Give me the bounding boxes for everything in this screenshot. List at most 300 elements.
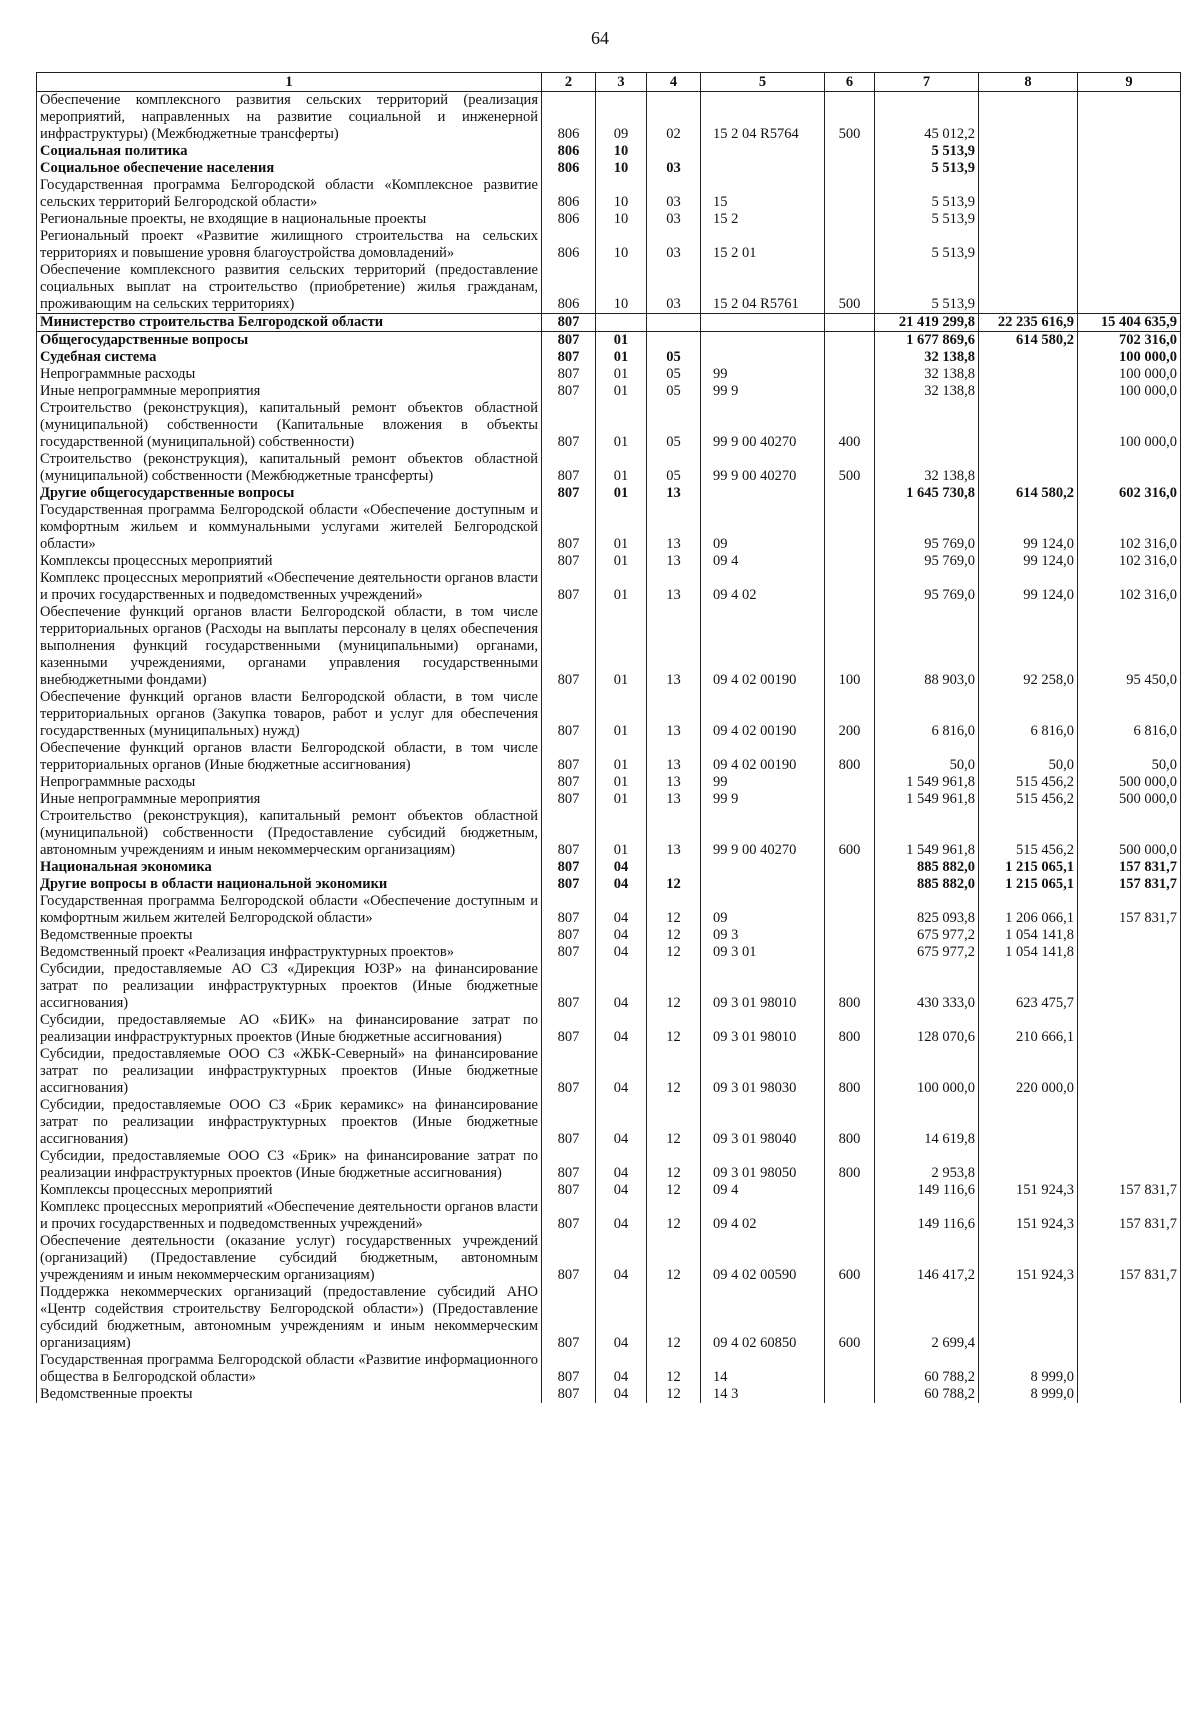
row-col-9: 500 000,0: [1078, 808, 1181, 859]
table-row: [37, 570, 1181, 604]
row-col-2: 806: [542, 228, 596, 262]
row-col-6: 800: [825, 740, 875, 774]
row-col-3: 10: [596, 262, 647, 314]
budget-table: [36, 72, 1181, 1403]
row-col-3: 10: [596, 160, 647, 177]
row-col-5: 09 4 02 60850: [701, 1284, 825, 1352]
column-header: 2: [542, 73, 596, 92]
row-description: Иные непрограммные мероприятия: [37, 383, 542, 400]
row-col-5: [701, 485, 825, 502]
row-col-4: 05: [647, 349, 701, 366]
table-row: [37, 1097, 1181, 1148]
row-col-9: 157 831,7: [1078, 1233, 1181, 1284]
row-col-7: 430 333,0: [875, 961, 979, 1012]
row-col-2: 807: [542, 400, 596, 451]
row-col-5: 15 2 01: [701, 228, 825, 262]
row-description: Субсидии, предоставляемые АО СЗ «Дирекция ЮЗР» на финансирование затрат по реализации инфраструктурных проектов (Иные бюджетные ассигнования): [37, 961, 542, 1012]
row-col-3: 04: [596, 944, 647, 961]
row-col-2: 806: [542, 211, 596, 228]
row-col-2: 807: [542, 808, 596, 859]
table-row: [37, 314, 1181, 332]
row-col-8: 1 054 141,8: [979, 927, 1078, 944]
row-col-8: 220 000,0: [979, 1046, 1078, 1097]
table-row: [37, 1352, 1181, 1386]
page-number: 64: [591, 28, 609, 48]
row-col-7: 14 619,8: [875, 1097, 979, 1148]
row-col-7: 5 513,9: [875, 143, 979, 160]
row-col-8: [979, 349, 1078, 366]
row-col-9: [1078, 1284, 1181, 1352]
table-row: [37, 160, 1181, 177]
row-col-9: 102 316,0: [1078, 553, 1181, 570]
row-col-3: 01: [596, 332, 647, 350]
row-col-2: 807: [542, 740, 596, 774]
row-col-6: [825, 774, 875, 791]
row-description: Комплексы процессных мероприятий: [37, 1182, 542, 1199]
row-col-9: 15 404 635,9: [1078, 314, 1181, 332]
row-col-6: [825, 177, 875, 211]
row-col-4: 12: [647, 1284, 701, 1352]
row-col-5: 09 3 01 98010: [701, 961, 825, 1012]
row-col-4: 05: [647, 400, 701, 451]
table-row: [37, 774, 1181, 791]
row-col-7: 5 513,9: [875, 262, 979, 314]
row-col-7: 32 138,8: [875, 383, 979, 400]
row-col-9: 500 000,0: [1078, 791, 1181, 808]
row-col-2: 807: [542, 1284, 596, 1352]
row-col-8: 210 666,1: [979, 1012, 1078, 1046]
table-row: [37, 1182, 1181, 1199]
row-col-8: [979, 1097, 1078, 1148]
row-col-9: [1078, 143, 1181, 160]
row-description: Обеспечение деятельности (оказание услуг) государственных учреждений (организаций) (Предоставление субсидий бюджетным, автономным учреждениям и иным некоммерческим организациям): [37, 1233, 542, 1284]
table-row: [37, 791, 1181, 808]
row-col-8: [979, 177, 1078, 211]
row-col-2: 807: [542, 961, 596, 1012]
row-col-9: [1078, 1012, 1181, 1046]
table-row: [37, 349, 1181, 366]
row-description: Региональные проекты, не входящие в национальные проекты: [37, 211, 542, 228]
row-col-4: 12: [647, 1097, 701, 1148]
row-col-7: 5 513,9: [875, 228, 979, 262]
row-col-2: 807: [542, 859, 596, 876]
row-col-7: 1 645 730,8: [875, 485, 979, 502]
row-col-2: 806: [542, 92, 596, 144]
column-header: 5: [701, 73, 825, 92]
row-col-2: 807: [542, 927, 596, 944]
row-col-5: 15 2 04 R5764: [701, 92, 825, 144]
row-col-6: 100: [825, 604, 875, 689]
row-col-3: 01: [596, 485, 647, 502]
row-col-5: 09 4 02: [701, 1199, 825, 1233]
row-description: Национальная экономика: [37, 859, 542, 876]
row-col-5: 09 4 02 00190: [701, 740, 825, 774]
row-col-8: 1 054 141,8: [979, 944, 1078, 961]
row-col-6: [825, 876, 875, 893]
table-row: [37, 944, 1181, 961]
row-description: Социальная политика: [37, 143, 542, 160]
row-col-2: 807: [542, 314, 596, 332]
row-col-8: 50,0: [979, 740, 1078, 774]
row-col-7: 50,0: [875, 740, 979, 774]
row-col-7: 146 417,2: [875, 1233, 979, 1284]
row-col-3: 04: [596, 1182, 647, 1199]
row-description: Государственная программа Белгородской области «Обеспечение доступным и комфортным жильем и коммунальными услугами жителей Белгородской области»: [37, 502, 542, 553]
row-col-4: 13: [647, 604, 701, 689]
row-col-5: [701, 314, 825, 332]
row-col-9: 157 831,7: [1078, 859, 1181, 876]
row-col-3: 01: [596, 366, 647, 383]
row-col-7: 32 138,8: [875, 349, 979, 366]
row-col-7: 60 788,2: [875, 1386, 979, 1403]
table-row: [37, 366, 1181, 383]
row-col-7: 32 138,8: [875, 451, 979, 485]
row-col-3: 04: [596, 1352, 647, 1386]
row-col-7: 6 816,0: [875, 689, 979, 740]
table-row: [37, 92, 1181, 144]
row-col-3: 09: [596, 92, 647, 144]
table-row: [37, 502, 1181, 553]
row-col-8: [979, 228, 1078, 262]
row-col-5: 14: [701, 1352, 825, 1386]
row-col-6: [825, 859, 875, 876]
row-col-2: 807: [542, 1233, 596, 1284]
table-row: [37, 1199, 1181, 1233]
row-description: Субсидии, предоставляемые ООО СЗ «Брик» на финансирование затрат по реализации инфраструктурных проектов (Иные бюджетные ассигнования): [37, 1148, 542, 1182]
row-description: Обеспечение функций органов власти Белгородской области, в том числе территориальных органов (Иные бюджетные ассигнования): [37, 740, 542, 774]
row-col-7: 675 977,2: [875, 944, 979, 961]
row-col-8: 22 235 616,9: [979, 314, 1078, 332]
row-description: Судебная система: [37, 349, 542, 366]
row-col-3: 04: [596, 1012, 647, 1046]
row-col-7: 5 513,9: [875, 160, 979, 177]
table-row: [37, 143, 1181, 160]
row-col-9: [1078, 160, 1181, 177]
row-col-6: 800: [825, 961, 875, 1012]
row-col-3: 01: [596, 383, 647, 400]
row-col-5: [701, 143, 825, 160]
row-col-9: [1078, 1386, 1181, 1403]
row-col-9: [1078, 927, 1181, 944]
row-col-5: 09 3 01 98010: [701, 1012, 825, 1046]
column-header: 9: [1078, 73, 1181, 92]
row-col-4: 12: [647, 1046, 701, 1097]
row-description: Иные непрограммные мероприятия: [37, 791, 542, 808]
row-col-9: [1078, 228, 1181, 262]
table-row: [37, 451, 1181, 485]
row-col-4: 13: [647, 740, 701, 774]
row-col-9: 602 316,0: [1078, 485, 1181, 502]
row-col-9: [1078, 1352, 1181, 1386]
row-col-9: [1078, 211, 1181, 228]
row-col-6: 800: [825, 1148, 875, 1182]
row-col-2: 807: [542, 1199, 596, 1233]
row-col-5: 99: [701, 366, 825, 383]
row-col-3: 01: [596, 808, 647, 859]
row-col-3: 04: [596, 1046, 647, 1097]
row-col-5: 09 3 01 98050: [701, 1148, 825, 1182]
row-col-5: 09 3 01: [701, 944, 825, 961]
row-description: Обеспечение комплексного развития сельских территорий (предоставление социальных выплат на строительство (приобретение) жилья гражданам, проживающим на сельских территориях): [37, 262, 542, 314]
table-row: [37, 927, 1181, 944]
row-col-5: 15 2: [701, 211, 825, 228]
row-col-2: 807: [542, 774, 596, 791]
row-col-6: 200: [825, 689, 875, 740]
row-col-8: 1 215 065,1: [979, 876, 1078, 893]
row-col-6: [825, 383, 875, 400]
row-col-6: 800: [825, 1097, 875, 1148]
row-col-8: 1 206 066,1: [979, 893, 1078, 927]
row-col-5: 15: [701, 177, 825, 211]
row-description: Комплексы процессных мероприятий: [37, 553, 542, 570]
row-col-8: 1 215 065,1: [979, 859, 1078, 876]
row-col-6: [825, 143, 875, 160]
row-col-9: 100 000,0: [1078, 383, 1181, 400]
row-col-9: 500 000,0: [1078, 774, 1181, 791]
row-col-4: 12: [647, 1386, 701, 1403]
row-col-9: [1078, 1097, 1181, 1148]
row-col-6: [825, 791, 875, 808]
row-description: Ведомственные проекты: [37, 927, 542, 944]
row-col-3: 01: [596, 740, 647, 774]
row-col-8: 99 124,0: [979, 553, 1078, 570]
row-col-8: [979, 262, 1078, 314]
row-col-5: [701, 349, 825, 366]
row-col-6: [825, 314, 875, 332]
row-col-5: 09 4 02 00190: [701, 604, 825, 689]
row-col-2: 807: [542, 1012, 596, 1046]
row-col-3: 01: [596, 400, 647, 451]
row-col-5: 15 2 04 R5761: [701, 262, 825, 314]
row-col-8: [979, 1284, 1078, 1352]
row-col-9: [1078, 1046, 1181, 1097]
row-col-9: [1078, 1148, 1181, 1182]
row-col-5: 09 4 02 00590: [701, 1233, 825, 1284]
row-col-8: [979, 451, 1078, 485]
row-col-4: 03: [647, 211, 701, 228]
row-col-7: 88 903,0: [875, 604, 979, 689]
row-col-2: 807: [542, 332, 596, 350]
row-col-7: 1 549 961,8: [875, 774, 979, 791]
row-col-2: 807: [542, 383, 596, 400]
row-col-2: 806: [542, 262, 596, 314]
row-col-9: [1078, 961, 1181, 1012]
row-description: Непрограммные расходы: [37, 774, 542, 791]
row-col-5: 09 3 01 98040: [701, 1097, 825, 1148]
column-header: 3: [596, 73, 647, 92]
row-description: Обеспечение функций органов власти Белгородской области, в том числе территориальных органов (Закупка товаров, работ и услуг для обеспечения государственных (муниципальных) нужд): [37, 689, 542, 740]
row-col-9: 157 831,7: [1078, 893, 1181, 927]
row-col-9: [1078, 451, 1181, 485]
table-row: [37, 332, 1181, 350]
row-col-7: 149 116,6: [875, 1199, 979, 1233]
row-col-2: 807: [542, 876, 596, 893]
row-col-5: 09: [701, 502, 825, 553]
row-col-7: 825 093,8: [875, 893, 979, 927]
row-col-4: 13: [647, 774, 701, 791]
row-col-8: 151 924,3: [979, 1182, 1078, 1199]
row-col-4: 12: [647, 1148, 701, 1182]
row-col-6: [825, 1386, 875, 1403]
row-col-5: 09 4 02 00190: [701, 689, 825, 740]
row-col-4: 12: [647, 961, 701, 1012]
row-col-8: [979, 92, 1078, 144]
row-col-6: [825, 553, 875, 570]
row-col-9: 157 831,7: [1078, 876, 1181, 893]
row-description: Комплекс процессных мероприятий «Обеспечение деятельности органов власти и прочих государственных и подведомственных учреждений»: [37, 570, 542, 604]
table-row: [37, 1284, 1181, 1352]
row-col-5: [701, 160, 825, 177]
row-col-9: [1078, 944, 1181, 961]
row-col-3: 04: [596, 961, 647, 1012]
row-col-6: [825, 211, 875, 228]
row-description: Строительство (реконструкция), капитальный ремонт объектов областной (муниципальной) собственности (Капитальные вложения в объекты государственной (муниципальной) собственности): [37, 400, 542, 451]
row-col-3: 04: [596, 1148, 647, 1182]
row-col-6: [825, 332, 875, 350]
row-col-4: 12: [647, 1199, 701, 1233]
row-col-9: 100 000,0: [1078, 400, 1181, 451]
row-col-8: 623 475,7: [979, 961, 1078, 1012]
row-col-4: 13: [647, 502, 701, 553]
row-col-9: [1078, 92, 1181, 144]
row-col-3: 04: [596, 893, 647, 927]
row-col-7: 1 549 961,8: [875, 808, 979, 859]
row-col-8: 614 580,2: [979, 332, 1078, 350]
row-col-8: [979, 383, 1078, 400]
row-col-7: 675 977,2: [875, 927, 979, 944]
row-col-4: [647, 143, 701, 160]
row-col-2: 807: [542, 1352, 596, 1386]
row-description: Региональный проект «Развитие жилищного строительства на сельских территориях и повышение уровня благоустройства домовладений»: [37, 228, 542, 262]
row-col-2: 806: [542, 160, 596, 177]
table-row: [37, 553, 1181, 570]
column-header: 7: [875, 73, 979, 92]
row-col-9: 95 450,0: [1078, 604, 1181, 689]
table-row: [37, 1148, 1181, 1182]
row-col-2: 807: [542, 349, 596, 366]
column-header-row: [37, 73, 1181, 92]
row-col-9: 157 831,7: [1078, 1199, 1181, 1233]
row-col-6: [825, 160, 875, 177]
row-col-7: 95 769,0: [875, 502, 979, 553]
row-col-2: 807: [542, 689, 596, 740]
row-col-6: [825, 944, 875, 961]
row-col-4: 12: [647, 1352, 701, 1386]
row-col-6: [825, 228, 875, 262]
row-col-3: 01: [596, 451, 647, 485]
row-col-8: [979, 400, 1078, 451]
row-col-5: 99 9: [701, 383, 825, 400]
row-description: Субсидии, предоставляемые ООО СЗ «Брик керамикс» на финансирование затрат по реализации инфраструктурных проектов (Иные бюджетные ассигнования): [37, 1097, 542, 1148]
row-col-4: 03: [647, 177, 701, 211]
row-col-5: 09 3: [701, 927, 825, 944]
row-col-3: [596, 314, 647, 332]
row-col-2: 806: [542, 143, 596, 160]
row-col-2: 807: [542, 944, 596, 961]
row-col-8: [979, 1148, 1078, 1182]
row-col-9: 157 831,7: [1078, 1182, 1181, 1199]
row-col-7: 885 882,0: [875, 876, 979, 893]
row-col-8: 92 258,0: [979, 604, 1078, 689]
row-col-9: 100 000,0: [1078, 349, 1181, 366]
row-col-3: 04: [596, 1386, 647, 1403]
table-row: [37, 383, 1181, 400]
row-col-3: 01: [596, 791, 647, 808]
row-col-2: 807: [542, 1182, 596, 1199]
row-description: Непрограммные расходы: [37, 366, 542, 383]
row-col-8: 614 580,2: [979, 485, 1078, 502]
row-col-5: 09 4 02: [701, 570, 825, 604]
row-description: Комплекс процессных мероприятий «Обеспечение деятельности органов власти и прочих государственных и подведомственных учреждений»: [37, 1199, 542, 1233]
row-col-2: 807: [542, 366, 596, 383]
row-col-6: [825, 1199, 875, 1233]
row-col-8: [979, 366, 1078, 383]
row-description: Строительство (реконструкция), капитальный ремонт объектов областной (муниципальной) собственности (Межбюджетные трансферты): [37, 451, 542, 485]
row-description: Государственная программа Белгородской области «Развитие информационного общества в Белгородской области»: [37, 1352, 542, 1386]
row-col-2: 807: [542, 791, 596, 808]
row-col-8: 515 456,2: [979, 791, 1078, 808]
row-col-7: 149 116,6: [875, 1182, 979, 1199]
row-col-6: 500: [825, 262, 875, 314]
row-col-8: 151 924,3: [979, 1233, 1078, 1284]
row-col-6: 600: [825, 808, 875, 859]
row-col-9: 102 316,0: [1078, 570, 1181, 604]
row-col-6: 800: [825, 1012, 875, 1046]
row-col-5: 09: [701, 893, 825, 927]
row-col-8: 515 456,2: [979, 808, 1078, 859]
column-header: 6: [825, 73, 875, 92]
row-description: Ведомственные проекты: [37, 1386, 542, 1403]
row-col-7: 2 699,4: [875, 1284, 979, 1352]
table-row: [37, 604, 1181, 689]
row-col-4: 12: [647, 893, 701, 927]
row-description: Государственная программа Белгородской области «Обеспечение доступным и комфортным жильем жителей Белгородской области»: [37, 893, 542, 927]
row-col-3: 01: [596, 689, 647, 740]
row-col-3: 04: [596, 859, 647, 876]
row-col-4: 02: [647, 92, 701, 144]
row-col-5: 99 9 00 40270: [701, 451, 825, 485]
row-col-2: 807: [542, 1386, 596, 1403]
row-col-6: 400: [825, 400, 875, 451]
row-col-8: 8 999,0: [979, 1352, 1078, 1386]
row-col-9: [1078, 177, 1181, 211]
row-col-4: 13: [647, 570, 701, 604]
row-col-6: [825, 1182, 875, 1199]
row-col-7: 95 769,0: [875, 570, 979, 604]
row-col-4: [647, 859, 701, 876]
row-col-3: 01: [596, 570, 647, 604]
row-col-2: 807: [542, 485, 596, 502]
row-col-6: 600: [825, 1284, 875, 1352]
row-col-4: 12: [647, 876, 701, 893]
row-col-2: 807: [542, 553, 596, 570]
row-col-7: 95 769,0: [875, 553, 979, 570]
row-col-5: [701, 859, 825, 876]
row-col-4: 12: [647, 1182, 701, 1199]
row-description: Министерство строительства Белгородской области: [37, 314, 542, 332]
row-col-8: 99 124,0: [979, 570, 1078, 604]
row-description: Общегосударственные вопросы: [37, 332, 542, 350]
row-description: Обеспечение комплексного развития сельских территорий (реализация мероприятий, направленных на развитие социальной и инженерной инфраструктуры) (Межбюджетные трансферты): [37, 92, 542, 144]
row-col-3: 04: [596, 1199, 647, 1233]
column-header: 4: [647, 73, 701, 92]
row-col-7: 5 513,9: [875, 211, 979, 228]
row-col-2: 807: [542, 1097, 596, 1148]
row-col-5: 99 9: [701, 791, 825, 808]
row-col-8: [979, 160, 1078, 177]
table-row: [37, 859, 1181, 876]
table-row: [37, 689, 1181, 740]
